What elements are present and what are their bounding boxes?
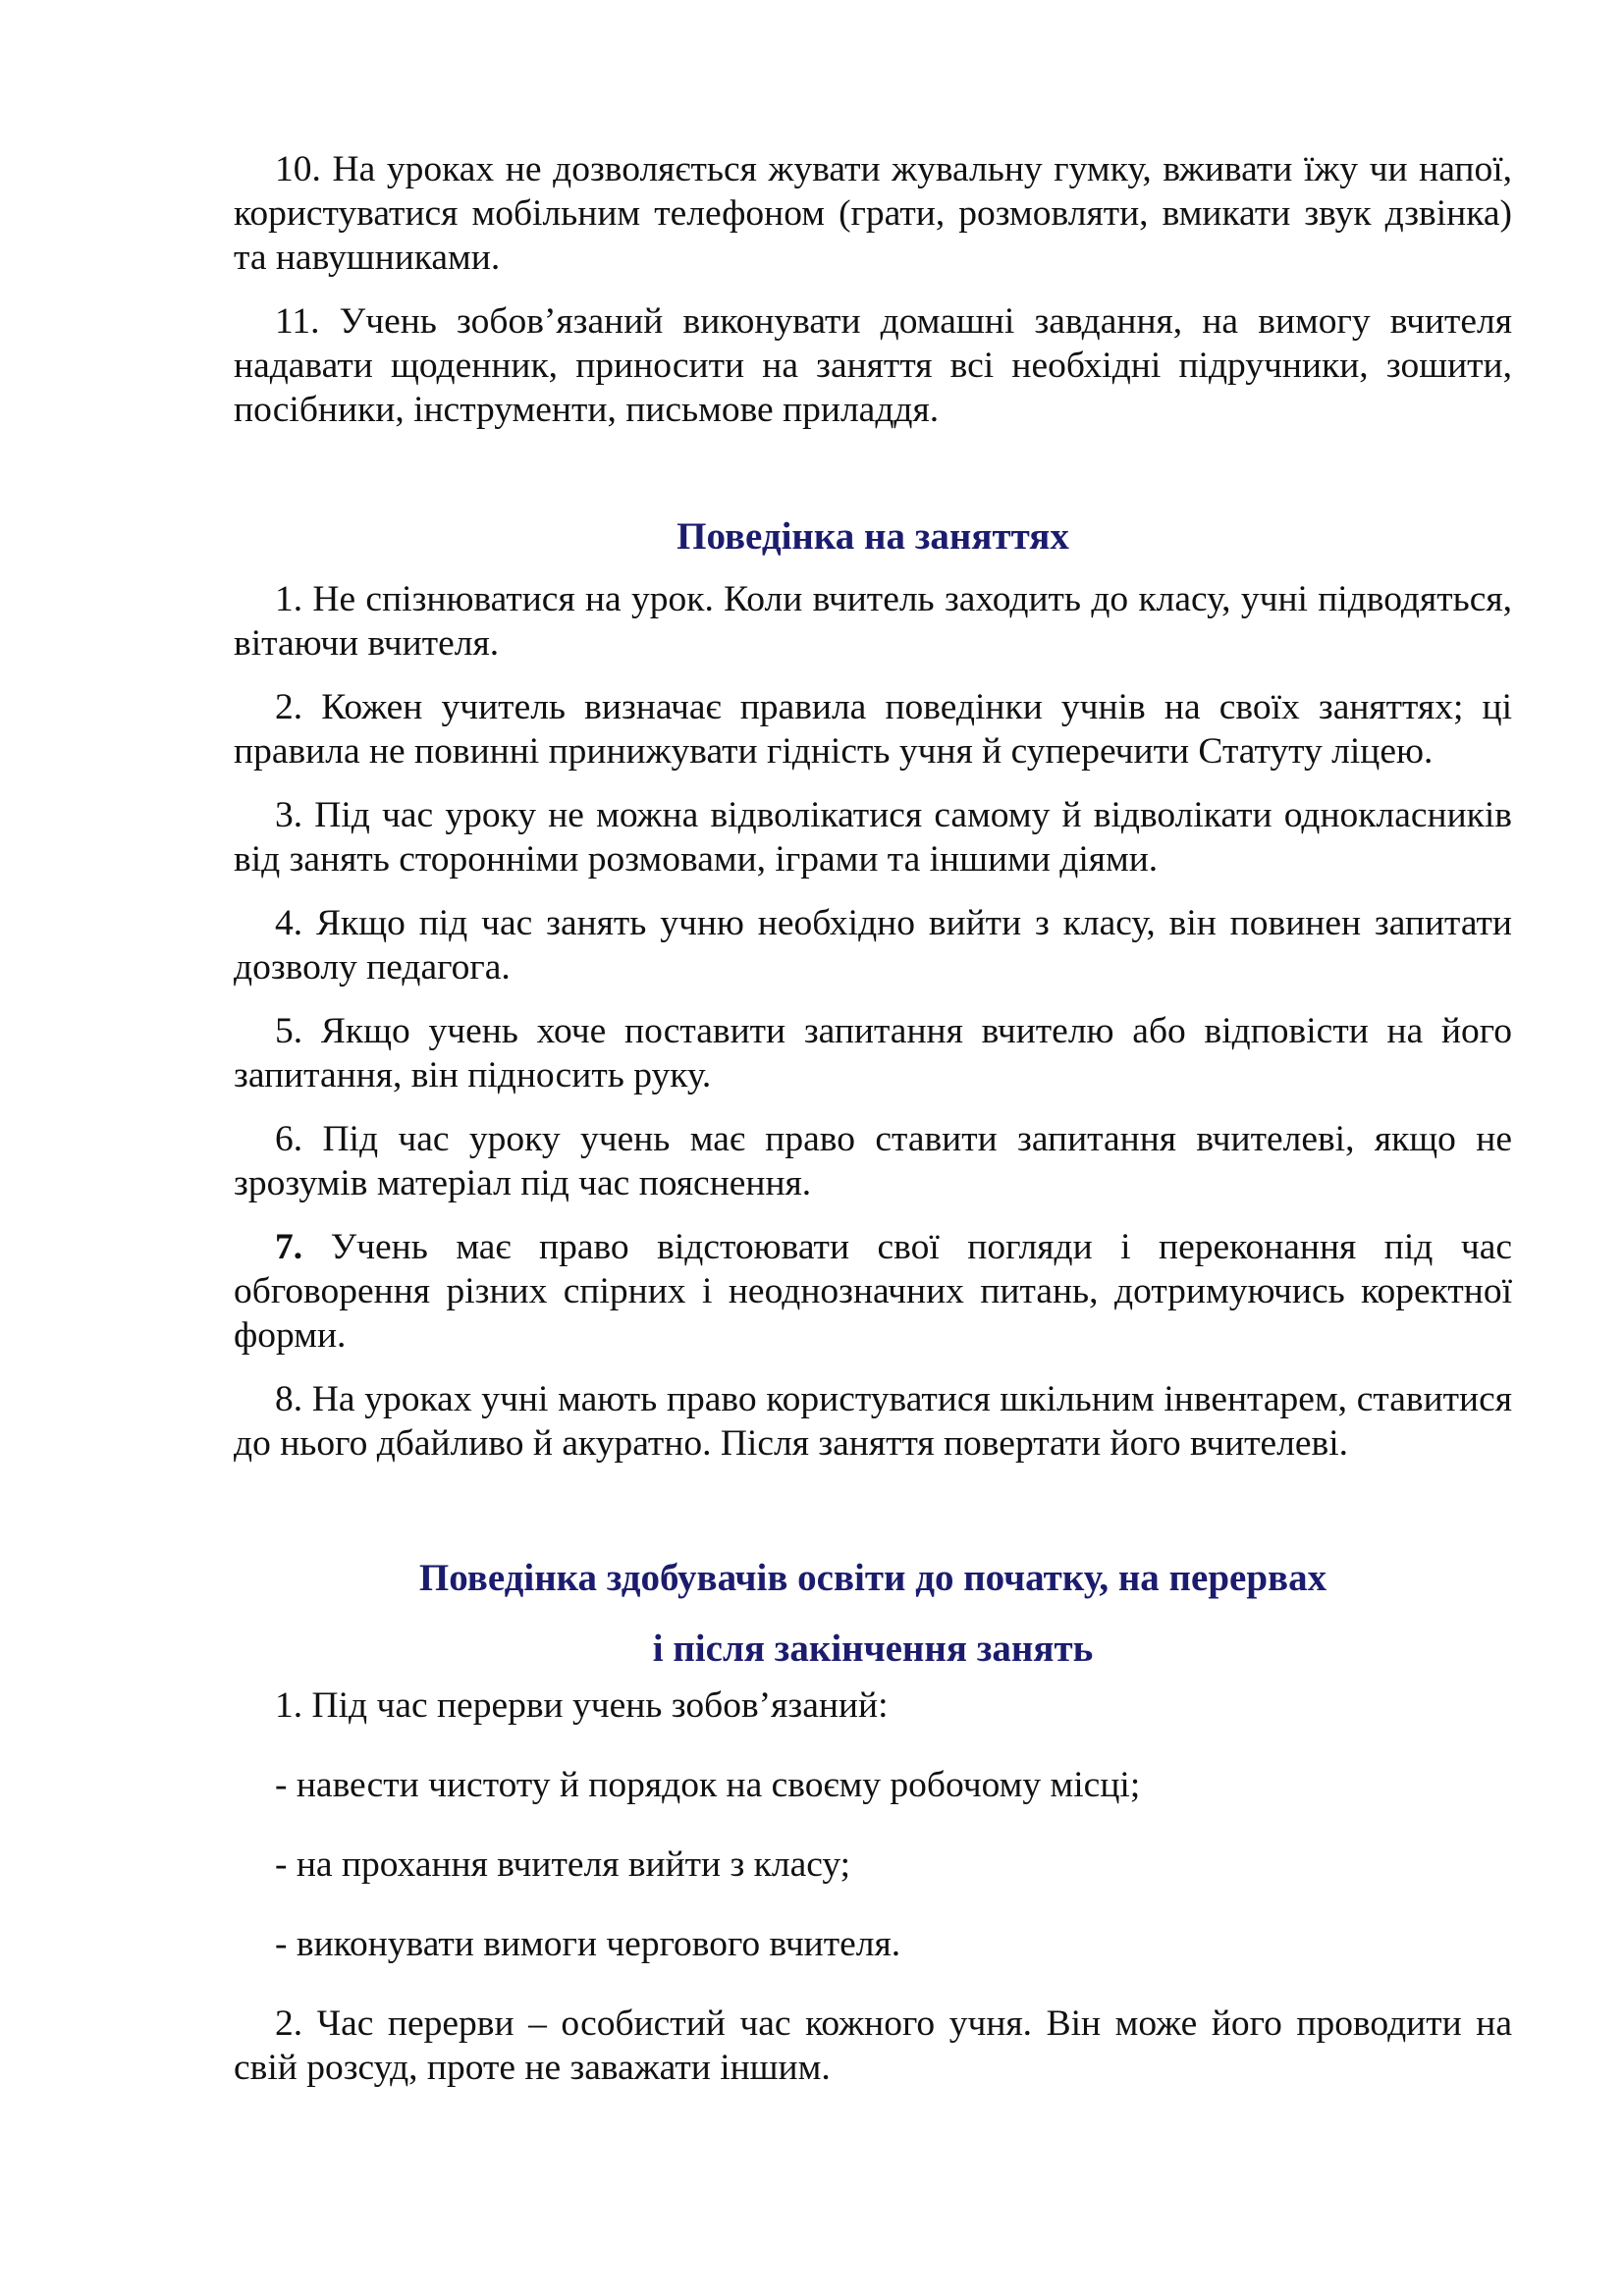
section2-item-1: 1. Під час перерви учень зобов’язаний: — [275, 1685, 889, 1726]
section2-bullet-2: - на прохання вчителя вийти з класу; — [275, 1844, 851, 1885]
section1-item-5: 5. Якщо учень хоче поставити запитання вчителю або відповісти на його запитання, він підносить руку. — [234, 1011, 1512, 1095]
section1-item-7: 7. Учень має право відстоювати свої погляди і переконання під час обговорення різних спірних і неоднозначних питань, дотримуючись коректної форми. — [234, 1227, 1512, 1356]
section1-item-3: 3. Під час уроку не можна відволікатися самому й відволікати однокласників від занять сторонніми розмовами, іграми та іншими діями. — [234, 795, 1512, 880]
section-heading-breaks-line2: і після закінчення занять — [652, 1628, 1094, 1670]
section1-item-2: 2. Кожен учитель визначає правила поведінки учнів на своїх заняттях; ці правила не повинні принижувати гідність учня й суперечити Статуту ліцею. — [234, 687, 1512, 772]
section2-item-2: 2. Час перерви – особистий час кожного учня. Він може його проводити на свій розсуд, проте не заважати іншим. — [234, 2003, 1512, 2088]
section1-item-1: 1. Не спізнюватися на урок. Коли вчитель заходить до класу, учні підводяться, вітаючи вчителя. — [234, 579, 1512, 664]
page-content — [234, 147, 1512, 2109]
section-heading-breaks-line1: Поведінка здобувачів освіти до початку, на перервах — [418, 1557, 1327, 1599]
section-heading-classes: Поведінка на заняттях — [677, 515, 1069, 558]
section1-item-6: 6. Під час уроку учень має право ставити запитання вчителеві, якщо не зрозумів матеріал під час пояснення. — [234, 1119, 1512, 1203]
section1-item-4: 4. Якщо під час занять учню необхідно вийти з класу, він повинен запитати дозволу педагога. — [234, 903, 1512, 988]
section1-item-7-number: 7. — [275, 1227, 303, 1267]
section2-bullet-1: - навести чистоту й порядок на своєму робочому місці; — [275, 1765, 1141, 1805]
rule-paragraph-11: 11. Учень зобов’язаний виконувати домашні завдання, на вимогу вчителя надавати щоденник, приносити на заняття всі необхідні підручники, зошити, посібники, інструменти, письмове приладдя. — [234, 301, 1512, 430]
section2-bullet-3: - виконувати вимоги чергового вчителя. — [275, 1924, 901, 1964]
section1-item-8: 8. На уроках учні мають право користуватися шкільним інвентарем, ставитися до нього дбайливо й акуратно. Після заняття повертати його вчителеві. — [234, 1379, 1512, 1464]
rule-paragraph-10: 10. На уроках не дозволяється жувати жувальну гумку, вживати їжу чи напої, користуватися мобільним телефоном (грати, розмовляти, вмикати звук дзвінка) та навушниками. — [234, 149, 1512, 278]
